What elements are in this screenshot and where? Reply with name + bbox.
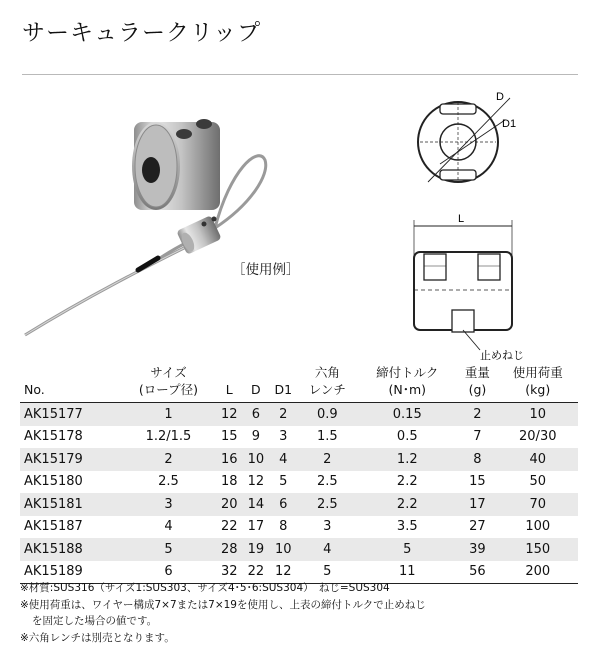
cell-torque: 2.2 <box>396 474 418 490</box>
cell-weight: 56 <box>457 561 497 584</box>
cell-load: 150 <box>498 538 578 561</box>
cell-torque: 0.5 <box>396 429 418 445</box>
cell-wrench: 2.5 <box>297 493 357 516</box>
cell-size: 4 <box>164 519 173 535</box>
cell-no: AK15179 <box>20 448 121 471</box>
cell-wrench: 4 <box>297 538 357 561</box>
cell-d1: 8 <box>279 519 288 535</box>
cell-d: 6 <box>243 403 270 426</box>
cell-l: 32 <box>216 561 243 584</box>
col-header-l: L <box>216 362 243 403</box>
note-load: ※使用荷重は、ワイヤー構成7×7または7×19を使用し、上表の締付トルクで止めねじ <box>20 598 426 611</box>
cell-weight: 8 <box>457 448 497 471</box>
label-d: D <box>496 91 504 103</box>
cell-no: AK15189 <box>20 561 121 584</box>
cell-d: 9 <box>251 429 261 445</box>
cell-torque: 2.2 <box>357 493 457 516</box>
cell-d1: 12 <box>269 561 297 584</box>
table-row <box>20 403 578 426</box>
table-row <box>20 426 578 449</box>
col-header-d: D <box>243 362 270 403</box>
cell-d1: 6 <box>269 493 297 516</box>
col-header-d1: D1 <box>269 362 297 403</box>
cell-l: 28 <box>216 538 243 561</box>
cell-no: AK15180 <box>24 474 83 490</box>
product-photo <box>20 90 320 355</box>
label-l: L <box>458 213 465 225</box>
cell-d: 22 <box>243 561 270 584</box>
cell-weight: 2 <box>457 403 497 426</box>
cell-size: 3 <box>121 493 216 516</box>
cell-d1: 4 <box>269 448 297 471</box>
note-material: ※材質:SUS316（サイズ1:SUS303、サイズ4･5･6:SUS304） ねじ=SUS304 <box>20 582 390 594</box>
note-wrench: ※六角レンチは別売となります。 <box>20 631 175 644</box>
cell-wrench: 0.9 <box>297 403 357 426</box>
note-load-continued: を固定した場合の値です。 <box>32 615 158 627</box>
cell-load: 50 <box>529 474 547 490</box>
table-header-row <box>20 362 578 403</box>
cell-load: 40 <box>498 448 578 471</box>
cell-wrench: 5 <box>297 561 357 584</box>
table-row <box>20 516 578 539</box>
cell-size: 2.5 <box>158 474 179 490</box>
label-set-screw: 止めねじ <box>480 350 524 362</box>
footnotes <box>20 580 590 646</box>
cell-load: 20/30 <box>519 429 557 445</box>
cell-d1: 2 <box>269 403 297 426</box>
cell-load: 200 <box>498 561 578 584</box>
cell-no: AK15181 <box>20 493 121 516</box>
cell-torque: 5 <box>357 538 457 561</box>
clip-closeup <box>132 119 220 210</box>
col-header-no: No. <box>20 362 121 403</box>
col-header-weight: 重量 (g) <box>457 362 497 403</box>
cell-weight: 15 <box>469 474 486 490</box>
col-header-hex-wrench: 六角 レンチ <box>297 362 357 403</box>
cell-l: 18 <box>221 474 238 490</box>
col-header-torque: 締付トルク (N･m) <box>357 362 457 403</box>
cell-torque: 3.5 <box>396 519 418 535</box>
cell-wrench: 1.5 <box>316 429 338 445</box>
table-row <box>20 538 578 561</box>
cell-weight: 7 <box>473 429 482 445</box>
cell-l: 20 <box>216 493 243 516</box>
col-header-load: 使用荷重 (kg) <box>498 362 578 403</box>
title-divider <box>22 74 578 75</box>
cell-load: 10 <box>498 403 578 426</box>
cell-wrench: 3 <box>323 519 332 535</box>
cell-d1: 5 <box>279 474 288 490</box>
cell-load: 70 <box>498 493 578 516</box>
cell-no: AK15178 <box>24 429 83 445</box>
table-row <box>20 448 578 471</box>
cell-weight: 39 <box>457 538 497 561</box>
cell-d1: 3 <box>279 429 288 445</box>
cell-wrench: 2.5 <box>316 474 338 490</box>
front-view <box>418 98 510 182</box>
cell-l: 22 <box>221 519 238 535</box>
cell-no: AK15177 <box>20 403 121 426</box>
spec-table <box>20 362 578 584</box>
cell-no: AK15188 <box>20 538 121 561</box>
cell-size: 5 <box>121 538 216 561</box>
cell-weight: 27 <box>469 519 486 535</box>
cell-torque: 11 <box>357 561 457 584</box>
cell-size: 1.2/1.5 <box>145 429 192 445</box>
cell-size: 6 <box>121 561 216 584</box>
cell-d: 12 <box>247 474 265 490</box>
cell-size: 2 <box>121 448 216 471</box>
table-row <box>20 471 578 494</box>
cell-no: AK15187 <box>24 519 83 535</box>
page-title: サーキュラークリップ <box>22 20 262 46</box>
cell-torque: 1.2 <box>357 448 457 471</box>
clip-on-rope <box>138 215 222 270</box>
cell-wrench: 2 <box>297 448 357 471</box>
label-d1: D1 <box>502 118 517 130</box>
cell-weight: 17 <box>457 493 497 516</box>
cell-d1: 10 <box>269 538 297 561</box>
col-header-size: サイズ (ロープ径) <box>121 362 216 403</box>
usage-example-caption: ［使用例］ <box>232 262 300 278</box>
cell-d: 14 <box>243 493 270 516</box>
cell-size: 1 <box>121 403 216 426</box>
cell-l: 15 <box>221 429 238 445</box>
table-row <box>20 493 578 516</box>
cell-load: 100 <box>525 519 551 535</box>
cell-d: 19 <box>243 538 270 561</box>
cell-torque: 0.15 <box>357 403 457 426</box>
side-view <box>414 220 512 350</box>
cell-d: 10 <box>243 448 270 471</box>
dimension-diagram <box>400 84 590 374</box>
cell-l: 16 <box>216 448 243 471</box>
cell-d: 17 <box>247 519 265 535</box>
cell-l: 12 <box>216 403 243 426</box>
